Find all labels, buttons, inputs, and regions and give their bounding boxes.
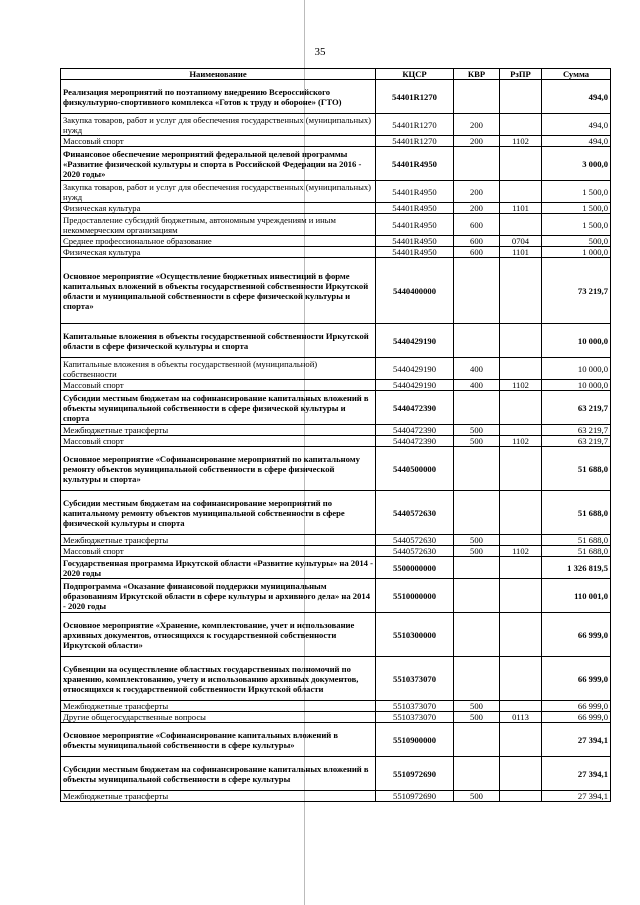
header-kvr: КВР	[454, 69, 500, 80]
cell-sum: 494,0	[542, 114, 611, 136]
table-row	[61, 80, 611, 114]
cell-kcsr: 5440572630	[376, 546, 454, 557]
cell-name: Массовый спорт	[61, 436, 376, 447]
cell-kvr: 400	[454, 380, 500, 391]
cell-sum: 10 000,0	[542, 324, 611, 358]
cell-kvr: 500	[454, 546, 500, 557]
table-row	[61, 757, 611, 791]
table-row	[61, 181, 611, 203]
cell-kcsr: 5510300000	[376, 613, 454, 657]
cell-kvr	[454, 657, 500, 701]
cell-rzpr: 1101	[500, 203, 542, 214]
cell-rzpr	[500, 491, 542, 535]
cell-sum: 27 394,1	[542, 723, 611, 757]
cell-kcsr: 5500000000	[376, 557, 454, 579]
cell-sum: 63 219,7	[542, 436, 611, 447]
cell-name: Массовый спорт	[61, 546, 376, 557]
cell-kvr: 600	[454, 247, 500, 258]
cell-rzpr	[500, 535, 542, 546]
cell-kcsr: 5510373070	[376, 657, 454, 701]
cell-kcsr: 5510972690	[376, 791, 454, 802]
cell-kvr: 600	[454, 236, 500, 247]
cell-rzpr	[500, 358, 542, 380]
cell-name: Физическая культура	[61, 247, 376, 258]
cell-rzpr: 0704	[500, 236, 542, 247]
cell-kvr: 500	[454, 712, 500, 723]
cell-kvr	[454, 723, 500, 757]
header-kcsr: КЦСР	[376, 69, 454, 80]
cell-rzpr	[500, 791, 542, 802]
cell-kvr: 500	[454, 791, 500, 802]
table-row	[61, 114, 611, 136]
table-row	[61, 136, 611, 147]
cell-sum: 51 688,0	[542, 546, 611, 557]
cell-kcsr: 5440429190	[376, 358, 454, 380]
cell-name: Основное мероприятие «Осуществление бюджетных инвестиций в форме капитальных вложений в объекты государственной собственности Иркутской области и муниципальной собственности в сфере физической культуры и спорта»	[61, 258, 376, 324]
table-row	[61, 258, 611, 324]
cell-name: Основное мероприятие «Софинансирование капитальных вложений в объекты муниципальной собственности в сфере культуры»	[61, 723, 376, 757]
cell-rzpr: 1102	[500, 546, 542, 557]
cell-sum: 1 500,0	[542, 181, 611, 203]
cell-sum: 66 999,0	[542, 701, 611, 712]
cell-sum: 51 688,0	[542, 447, 611, 491]
cell-kvr	[454, 147, 500, 181]
table-header-row	[61, 69, 611, 80]
cell-kvr	[454, 258, 500, 324]
cell-kvr	[454, 613, 500, 657]
cell-name: Закупка товаров, работ и услуг для обеспечения государственных (муниципальных) нужд	[61, 181, 376, 203]
cell-kcsr: 5510373070	[376, 712, 454, 723]
cell-name: Основное мероприятие «Софинансирование мероприятий по капитальному ремонту объектов муниципальной собственности в сфере физической культуры и спорта»	[61, 447, 376, 491]
page-number: 35	[314, 46, 326, 58]
table-row	[61, 147, 611, 181]
cell-kcsr: 5510373070	[376, 701, 454, 712]
cell-rzpr	[500, 214, 542, 236]
header-rzpr: РзПР	[500, 69, 542, 80]
table-row	[61, 203, 611, 214]
cell-name: Капитальные вложения в объекты государственной собственности Иркутской области в сфере физической культуры и спорта	[61, 324, 376, 358]
cell-kvr: 500	[454, 436, 500, 447]
cell-sum: 1 500,0	[542, 203, 611, 214]
cell-kcsr: 54401R4950	[376, 181, 454, 203]
cell-kcsr: 54401R1270	[376, 136, 454, 147]
cell-rzpr: 1101	[500, 247, 542, 258]
cell-sum: 3 000,0	[542, 147, 611, 181]
cell-name: Субсидии местным бюджетам на софинансирование капитальных вложений в объекты муниципальной собственности в сфере физической культуры и спорта	[61, 391, 376, 425]
cell-name: Массовый спорт	[61, 136, 376, 147]
table-row	[61, 324, 611, 358]
table-row	[61, 491, 611, 535]
budget-table	[60, 68, 611, 802]
cell-sum: 27 394,1	[542, 757, 611, 791]
table-row	[61, 535, 611, 546]
cell-name: Межбюджетные трансферты	[61, 701, 376, 712]
cell-rzpr	[500, 391, 542, 425]
cell-name: Субвенции на осуществление областных государственных полномочий по хранению, комплектованию, учету и использованию архивных документов, относящихся к государственной собственности Иркутской области	[61, 657, 376, 701]
cell-kvr: 200	[454, 114, 500, 136]
table-row	[61, 358, 611, 380]
cell-kvr: 400	[454, 358, 500, 380]
table-row	[61, 391, 611, 425]
cell-rzpr	[500, 147, 542, 181]
cell-rzpr	[500, 447, 542, 491]
cell-rzpr: 0113	[500, 712, 542, 723]
cell-name: Массовый спорт	[61, 380, 376, 391]
cell-name: Среднее профессиональное образование	[61, 236, 376, 247]
table-row	[61, 712, 611, 723]
cell-sum: 494,0	[542, 136, 611, 147]
cell-name: Реализация мероприятий по поэтапному внедрению Всероссийского физкультурно-спортивного комплекса «Готов к труду и обороне» (ГТО)	[61, 80, 376, 114]
cell-kcsr: 5440500000	[376, 447, 454, 491]
cell-name: Субсидии местным бюджетам на софинансирование капитальных вложений в объекты муниципальной собственности в сфере культуры	[61, 757, 376, 791]
cell-kcsr: 54401R4950	[376, 203, 454, 214]
cell-sum: 66 999,0	[542, 712, 611, 723]
cell-rzpr	[500, 557, 542, 579]
cell-kcsr: 5440472390	[376, 425, 454, 436]
cell-rzpr	[500, 258, 542, 324]
cell-name: Капитальные вложения в объекты государственной (муниципальной) собственности	[61, 358, 376, 380]
cell-kcsr: 5510972690	[376, 757, 454, 791]
cell-sum: 1 500,0	[542, 214, 611, 236]
cell-rzpr	[500, 613, 542, 657]
cell-name: Финансовое обеспечение мероприятий федеральной целевой программы «Развитие физической культуры и спорта в Российской Федерации на 2016 - 2020 годы»	[61, 147, 376, 181]
cell-name: Межбюджетные трансферты	[61, 791, 376, 802]
cell-sum: 63 219,7	[542, 391, 611, 425]
cell-name: Предоставление субсидий бюджетным, автономным учреждениям и иным некоммерческим организациям	[61, 214, 376, 236]
cell-kvr	[454, 579, 500, 613]
table-row	[61, 791, 611, 802]
cell-kcsr: 54401R4950	[376, 247, 454, 258]
cell-rzpr: 1102	[500, 436, 542, 447]
cell-kcsr: 5440572630	[376, 535, 454, 546]
cell-kvr: 200	[454, 181, 500, 203]
cell-sum: 73 219,7	[542, 258, 611, 324]
cell-rzpr	[500, 657, 542, 701]
cell-rzpr	[500, 181, 542, 203]
table-row	[61, 557, 611, 579]
cell-kvr: 200	[454, 203, 500, 214]
cell-rzpr	[500, 723, 542, 757]
cell-kvr	[454, 757, 500, 791]
header-name: Наименование	[61, 69, 376, 80]
cell-name: Межбюджетные трансферты	[61, 535, 376, 546]
cell-rzpr	[500, 324, 542, 358]
table-row	[61, 425, 611, 436]
cell-rzpr	[500, 757, 542, 791]
header-sum: Сумма	[542, 69, 611, 80]
cell-name: Основное мероприятие «Хранение, комплектование, учет и использование архивных документов, относящихся к государственной собственности Иркутской области»	[61, 613, 376, 657]
table-row	[61, 436, 611, 447]
cell-sum: 51 688,0	[542, 535, 611, 546]
cell-kcsr: 54401R4950	[376, 147, 454, 181]
cell-rzpr	[500, 579, 542, 613]
cell-kvr	[454, 447, 500, 491]
cell-sum: 1 000,0	[542, 247, 611, 258]
cell-kvr: 600	[454, 214, 500, 236]
table-row	[61, 613, 611, 657]
cell-name: Физическая культура	[61, 203, 376, 214]
cell-kcsr: 5510900000	[376, 723, 454, 757]
cell-rzpr	[500, 114, 542, 136]
table-row	[61, 247, 611, 258]
cell-kcsr: 5440429190	[376, 380, 454, 391]
cell-sum: 51 688,0	[542, 491, 611, 535]
cell-rzpr	[500, 425, 542, 436]
cell-kvr	[454, 80, 500, 114]
cell-sum: 63 219,7	[542, 425, 611, 436]
cell-kvr: 500	[454, 701, 500, 712]
table-row	[61, 447, 611, 491]
cell-sum: 66 999,0	[542, 613, 611, 657]
cell-kcsr: 5440472390	[376, 436, 454, 447]
cell-rzpr: 1102	[500, 136, 542, 147]
cell-kvr	[454, 491, 500, 535]
cell-kcsr: 54401R4950	[376, 236, 454, 247]
cell-kvr: 500	[454, 425, 500, 436]
cell-kvr: 200	[454, 136, 500, 147]
cell-kvr	[454, 557, 500, 579]
cell-rzpr	[500, 701, 542, 712]
table-row	[61, 579, 611, 613]
cell-name: Субсидии местным бюджетам на софинансирование мероприятий по капитальному ремонту объектов муниципальной собственности в сфере физической культуры и спорта	[61, 491, 376, 535]
table-row	[61, 380, 611, 391]
cell-sum: 1 326 819,5	[542, 557, 611, 579]
table-row	[61, 723, 611, 757]
cell-kcsr: 5440572630	[376, 491, 454, 535]
cell-sum: 10 000,0	[542, 380, 611, 391]
cell-name: Подпрограмма «Оказание финансовой поддержки муниципальным образованиям Иркутской области в сфере культуры и архивного дела» на 2014 - 2020 годы	[61, 579, 376, 613]
cell-kcsr: 5510000000	[376, 579, 454, 613]
cell-kcsr: 5440472390	[376, 391, 454, 425]
cell-kcsr: 54401R4950	[376, 214, 454, 236]
cell-kvr: 500	[454, 535, 500, 546]
cell-sum: 494,0	[542, 80, 611, 114]
cell-sum: 27 394,1	[542, 791, 611, 802]
table-row	[61, 214, 611, 236]
cell-sum: 110 001,0	[542, 579, 611, 613]
cell-kvr	[454, 391, 500, 425]
cell-name: Государственная программа Иркутской области «Развитие культуры» на 2014 - 2020 годы	[61, 557, 376, 579]
table-row	[61, 701, 611, 712]
cell-sum: 500,0	[542, 236, 611, 247]
cell-kcsr: 5440429190	[376, 324, 454, 358]
cell-sum: 10 000,0	[542, 358, 611, 380]
cell-kcsr: 54401R1270	[376, 114, 454, 136]
table-row	[61, 236, 611, 247]
table-row	[61, 546, 611, 557]
cell-rzpr	[500, 80, 542, 114]
cell-kcsr: 54401R1270	[376, 80, 454, 114]
cell-sum: 66 999,0	[542, 657, 611, 701]
cell-name: Другие общегосударственные вопросы	[61, 712, 376, 723]
cell-name: Закупка товаров, работ и услуг для обеспечения государственных (муниципальных) нужд	[61, 114, 376, 136]
cell-rzpr: 1102	[500, 380, 542, 391]
cell-kcsr: 5440400000	[376, 258, 454, 324]
cell-kvr	[454, 324, 500, 358]
cell-name: Межбюджетные трансферты	[61, 425, 376, 436]
table-row	[61, 657, 611, 701]
